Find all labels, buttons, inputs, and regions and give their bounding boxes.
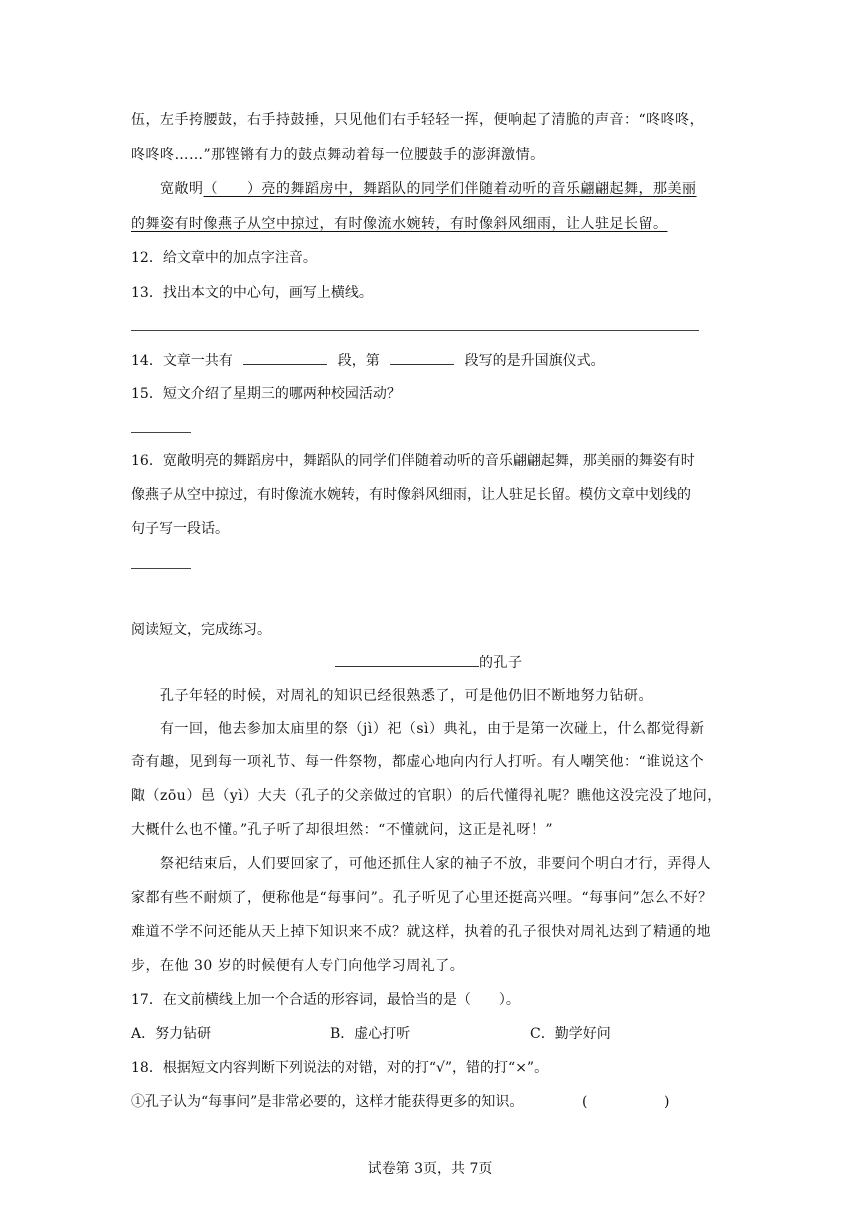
answer-line-16[interactable] — [131, 568, 191, 569]
section-intro: 阅读短文，完成练习。 — [131, 622, 271, 638]
passage2-p3-line3: 难道不学不问还能从天上掉下知识来不成？就这样，执着的孔子很快对周礼达到了精通的地 — [131, 924, 711, 940]
passage1-line2: 咚咚咚……”那铿锵有力的鼓点舞动着每一位腰鼓手的澎湃激情。 — [131, 147, 545, 163]
question-14-part-b: 段，第 — [337, 353, 380, 369]
question-12: 12．给文章中的加点字注音。 — [131, 250, 317, 266]
passage2-title-suffix: 的孔子 — [479, 655, 523, 671]
question-16-line1: 16．宽敞明亮的舞蹈房中，舞蹈队的同学们伴随着动听的音乐翩翩起舞，那美丽的舞姿有时 — [131, 453, 695, 469]
answer-blank-14-paragraph[interactable] — [390, 350, 454, 365]
question-16-line3: 句子写一段话。 — [131, 521, 229, 537]
option-a[interactable]: A．努力钻研 — [131, 1026, 212, 1042]
question-13: 13．找出本文的中心句，画写上横线。 — [131, 285, 373, 301]
passage2-p2-line1: 有一回，他去参加太庙里的祭（jì）祀（sì）典礼，由于是第一次碰上，什么都觉得新 — [160, 721, 705, 737]
answer-line-13[interactable] — [131, 330, 699, 331]
passage2-p3-line2: 家都有些不耐烦了，便称他是“每事问”。孔子听见了心里还挺高兴哩。“每事问”怎么不好？ — [131, 890, 713, 906]
answer-paren-close: ) — [664, 1094, 670, 1110]
passage2-p1: 孔子年轻的时候，对周礼的知识已经很熟悉了，可是他仍旧不断地努力钻研。 — [160, 688, 653, 704]
passage2-p2-line4: 大概什么也不懂。”孔子听了却很坦然：“不懂就问，这正是礼呀！” — [131, 822, 553, 838]
question-17: 17．在文前横线上加一个合适的形容词，最恰当的是（ ）。 — [131, 992, 520, 1008]
answer-box-18-1[interactable] — [592, 1092, 662, 1112]
title-answer-blank[interactable] — [335, 652, 479, 667]
answer-blank-14-count[interactable] — [243, 350, 327, 365]
question-18: 18．根据短文内容判断下列说法的对错，对的打“√”，错的打“×”。 — [131, 1060, 549, 1076]
question-18-item1: ①孔子认为“每事问”是非常必要的，这样才能获得更多的知识。 — [131, 1094, 524, 1110]
passage2-p3-line4: 步，在他 30 岁的时候便有人专门向他学习周礼了。 — [131, 958, 465, 974]
question-16-line2: 像燕子从空中掠过，有时像流水婉转，有时像斜风细雨，让人驻足长留。模仿文章中划线的 — [131, 487, 691, 503]
passage1-line4-underlined: 的舞姿有时像燕子从空中掠过，有时像流水婉转，有时像斜风细雨，让人驻足长留。 — [131, 216, 668, 232]
answer-line-15[interactable] — [131, 432, 191, 433]
passage2-title — [335, 652, 523, 673]
option-c[interactable]: C．勤学好问 — [530, 1026, 611, 1042]
passage1-line3-underlined: （ ）亮的舞蹈房中，舞蹈队的同学们伴随着动听的音乐翩翩起舞，那美丽 — [203, 181, 697, 197]
passage1-line3-start: 宽敞明 — [160, 181, 204, 197]
question-15: 15．短文介绍了星期三的哪两种校园活动？ — [131, 386, 401, 402]
question-14-part-a: 14．文章一共有 — [131, 353, 233, 369]
passage1-line1: 伍，左手挎腰鼓，右手持鼓捶，只见他们右手轻轻一挥，便响起了清脆的声音：“咚咚咚， — [131, 112, 705, 128]
question-14-part-c: 段写的是升国旗仪式。 — [464, 353, 605, 369]
passage2-p3-line1: 祭祀结束后，人们要回家了，可他还抓住人家的袖子不放，非要问个明白才行，弄得人 — [160, 856, 711, 872]
passage2-p2-line2: 奇有趣，见到每一项礼节、每一件祭物，都虚心地向内行人打听。有人嘲笑他：“谁说这个 — [131, 754, 705, 770]
question-14 — [131, 350, 605, 371]
option-b[interactable]: B．虚心打听 — [330, 1026, 411, 1042]
page-footer: 试卷第 3页，共 7页 — [367, 1161, 493, 1177]
answer-paren-open: ( — [582, 1094, 588, 1110]
passage1-line3 — [160, 179, 697, 199]
passage2-p2-line3: 陬（zōu）邑（yì）大夫（孔子的父亲做过的官职）的后代懂得礼呢？瞧他这没完没了地问， — [131, 788, 722, 804]
